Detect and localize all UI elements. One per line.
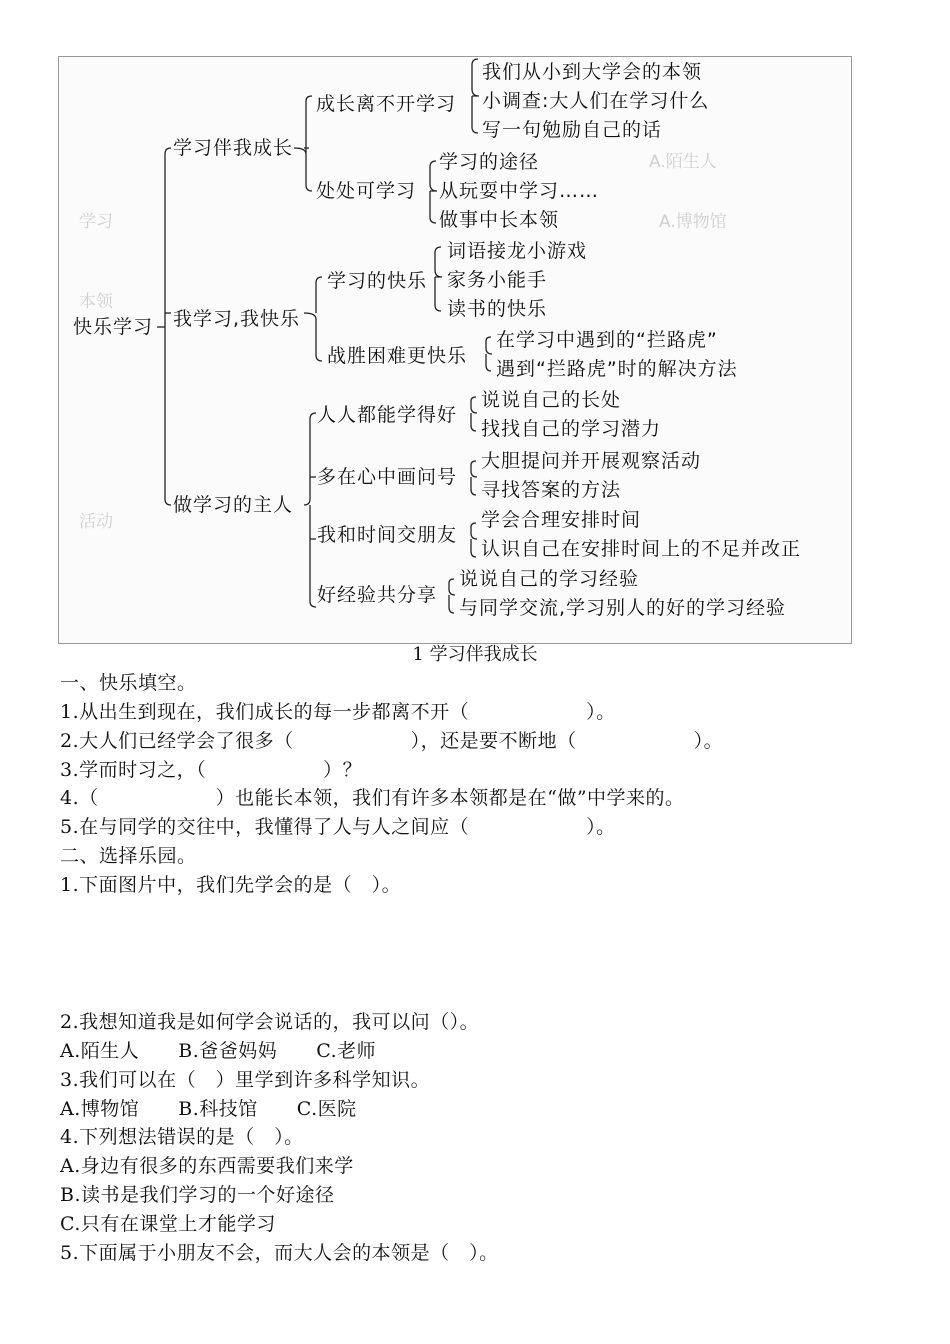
choice-question-2-options: A.陌生人 B.爸爸妈妈 C.老师 [60,1040,377,1062]
mindmap-leaf: 在学习中遇到的“拦路虎” [496,329,718,351]
mind-map-figure: A.陌生人 A.博物馆 学习 本领 活动 快乐学习 学习伴我成长 我学习,我快乐 做学习的主人 成长离不开学习 处处可学习 学习的快乐 战胜困难更快乐 人人都能学得好 多在心中画问号 我和时间交朋友 好经验共分享 我们从小到大学会的本领 小调查:大人们在学习什么 写一句勉励自己的话 学习的途径 从玩耍中学习…… 做事中长本领 词语接龙小游戏 家务小能手 读书的快乐 在学习中遇到的“拦路虎” 遇到“拦路虎”时的解决方法 说说自己的长处 找找自己的学习潜力 大胆提问并开展观察活动 寻找答案的方法 学会合理安排时间 认识自己在安排时间上的不足并改正 说说自己的学习经验 与同学交流,学习别人的好的学习经验 [58,56,852,644]
choice-question-4-option-b: B.读书是我们学习的一个好途径 [60,1184,335,1206]
figure-caption: 1 学习伴我成长 [412,644,538,665]
mindmap-sub: 我和时间交朋友 [317,524,458,546]
mindmap-sub: 处处可学习 [316,180,417,202]
choice-question-4-option-c: C.只有在课堂上才能学习 [60,1213,276,1235]
mindmap-leaf: 读书的快乐 [447,298,548,320]
mindmap-leaf: 寻找答案的方法 [481,479,622,501]
mindmap-leaf: 学习的途径 [439,151,540,173]
mindmap-leaf: 说说自己的学习经验 [459,568,640,590]
mindmap-leaf: 大胆提问并开展观察活动 [481,450,702,472]
mindmap-sub: 好经验共分享 [317,584,438,606]
mindmap-leaf: 与同学交流,学习别人的好的学习经验 [459,597,787,619]
mindmap-sub: 成长离不开学习 [316,93,457,115]
choice-question-4: 4.下列想法错误的是（ ）。 [60,1126,304,1148]
choice-question-5: 5.下面属于小朋友不会，而大人会的本领是（ ）。 [60,1242,499,1264]
mindmap-leaf: 家务小能手 [447,269,548,291]
choice-question-3: 3.我们可以在（ ）里学到许多科学知识。 [60,1069,431,1091]
mindmap-root: 快乐学习 [73,316,154,338]
mindmap-leaf: 做事中长本领 [439,209,560,231]
mindmap-leaf: 说说自己的长处 [481,389,622,411]
mindmap-leaf: 从玩耍中学习…… [439,180,600,202]
mindmap-branch-1: 学习伴我成长 [173,137,294,159]
mindmap-branch-2: 我学习,我快乐 [173,308,301,330]
mindmap-leaf: 小调查:大人们在学习什么 [482,90,710,112]
mindmap-leaf: 遇到“拦路虎”时的解决方法 [496,358,738,380]
mindmap-branch-3: 做学习的主人 [173,494,294,516]
mindmap-sub: 战胜困难更快乐 [327,345,468,367]
mindmap-leaf: 认识自己在安排时间上的不足并改正 [481,538,802,560]
mindmap-sub: 学习的快乐 [327,270,428,292]
section-heading-fill-in: 一、快乐填空。 [60,672,197,694]
fill-question-5: 5.在与同学的交往中，我懂得了人与人之间应（ ）。 [60,816,616,838]
mindmap-sub: 人人都能学得好 [317,404,458,426]
mindmap-leaf: 词语接龙小游戏 [447,240,588,262]
choice-question-4-option-a: A.身边有很多的东西需要我们来学 [60,1155,354,1177]
mindmap-leaf: 学会合理安排时间 [481,509,642,531]
mindmap-leaf: 我们从小到大学会的本领 [482,61,703,83]
fill-question-1: 1.从出生到现在，我们成长的每一步都离不开（ ）。 [60,701,616,723]
choice-question-2: 2.我想知道我是如何学会说话的，我可以问（）。 [60,1011,480,1033]
choice-question-1: 1.下面图片中，我们先学会的是（ ）。 [60,874,402,896]
fill-question-2: 2.大人们已经学会了很多（ ），还是要不断地（ ）。 [60,730,724,752]
choice-question-3-options: A.博物馆 B.科技馆 C.医院 [60,1098,357,1120]
fill-question-4: 4.（ ）也能长本领，我们有许多本领都是在“做”中学来的。 [60,787,685,809]
section-heading-choice: 二、选择乐园。 [60,845,197,867]
mindmap-leaf: 写一句勉励自己的话 [482,119,663,141]
fill-question-3: 3.学而时习之，（ ）？ [60,759,363,781]
mindmap-leaf: 找找自己的学习潜力 [481,418,662,440]
mindmap-sub: 多在心中画问号 [317,466,458,488]
